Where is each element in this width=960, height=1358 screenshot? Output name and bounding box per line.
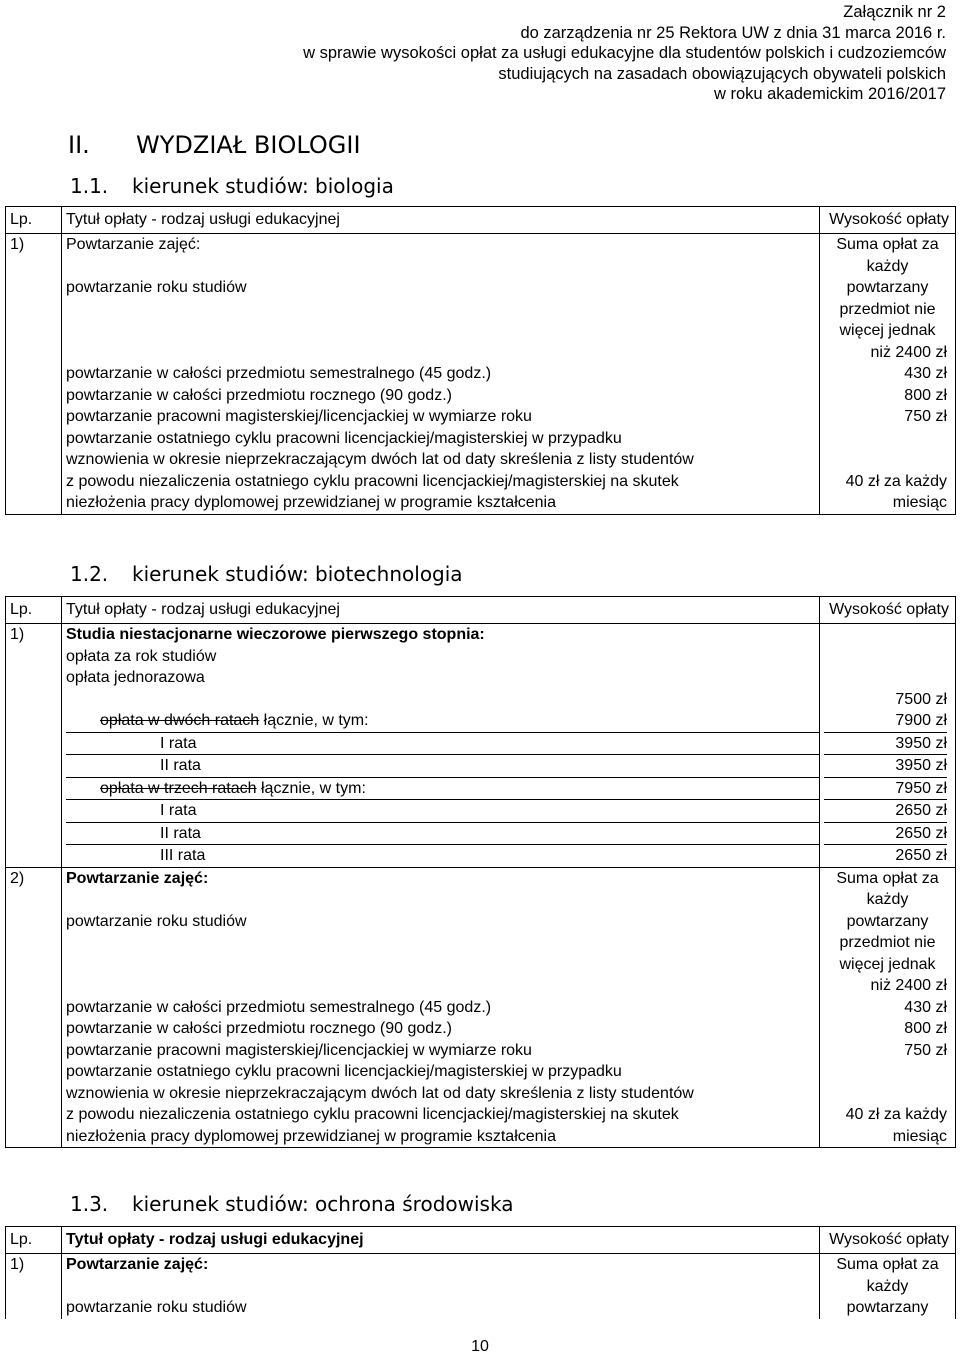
section-number: 1.1. bbox=[70, 174, 109, 198]
repeat-lab: powtarzanie pracowni magisterskiej/licencjackiej w wymiarze roku bbox=[66, 1041, 532, 1059]
three-installments-amount: 7950 zł bbox=[824, 778, 947, 801]
repeat-semester: powtarzanie w całości przedmiotu semestralnego (45 godz.) bbox=[66, 365, 492, 382]
row-amount bbox=[820, 867, 956, 1148]
row-description bbox=[62, 1254, 820, 1319]
two-installments-amount: 7900 zł bbox=[824, 710, 947, 733]
table-header-row bbox=[6, 207, 956, 234]
amount-line: więcej jednak bbox=[839, 322, 936, 339]
one-time-amount: 7500 zł bbox=[895, 690, 947, 708]
lab-amount: 750 zł bbox=[904, 408, 947, 425]
installment-amount: 2650 zł bbox=[895, 847, 947, 864]
installment: II rata bbox=[66, 823, 819, 846]
amount-line: przedmiot nie bbox=[839, 934, 936, 951]
row-description bbox=[62, 867, 820, 1148]
amount-line: każdy bbox=[866, 891, 909, 908]
repeat-year: powtarzanie roku studiów bbox=[66, 912, 247, 930]
section-number: 1.2. bbox=[70, 562, 109, 586]
two-installments bbox=[66, 710, 819, 733]
header-amount: Wysokość opłaty bbox=[820, 1227, 956, 1254]
year-fee: opłata za rok studiów bbox=[66, 647, 217, 665]
header-amount: Wysokość opłaty bbox=[820, 597, 956, 624]
last-cycle-line: niezłożenia pracy dyplomowej przewidzianej w programie kształcenia bbox=[66, 494, 557, 511]
annex-header bbox=[303, 2, 946, 105]
row-amount bbox=[820, 1254, 956, 1319]
installment: I rata bbox=[66, 800, 819, 823]
amount-line: powtarzany bbox=[846, 1299, 929, 1316]
header-title: Tytuł opłaty - rodzaj usługi edukacyjnej bbox=[62, 597, 820, 624]
header-title: Tytuł opłaty - rodzaj usługi edukacyjnej bbox=[62, 207, 820, 234]
three-installments-suffix: łącznie, w tym: bbox=[260, 779, 366, 797]
last-cycle-line: z powodu niezaliczenia ostatniego cyklu pracowni licencjackiej/magisterskiej na skutek bbox=[66, 472, 679, 490]
installment: I rata bbox=[66, 733, 819, 756]
amount-line: przedmiot nie bbox=[839, 300, 936, 318]
installment: II rata bbox=[66, 755, 819, 778]
row-amount bbox=[820, 624, 956, 868]
last-cycle-amount: miesiąc bbox=[892, 494, 947, 511]
last-cycle-amount: 40 zł za każdy bbox=[845, 472, 947, 490]
semester-amount: 430 zł bbox=[904, 998, 947, 1016]
repeat-semester: powtarzanie w całości przedmiotu semestralnego (45 godz.) bbox=[66, 998, 492, 1016]
last-cycle-line: wznowienia w okresie nieprzekraczającym dwóch lat od daty skreślenia z listy studentów bbox=[66, 1084, 694, 1102]
installment-amount: 2650 zł bbox=[824, 823, 947, 846]
header-lp: Lp. bbox=[6, 597, 62, 624]
row-lp: 2) bbox=[6, 867, 62, 1148]
fees-table-biology bbox=[5, 206, 956, 515]
department-heading bbox=[68, 131, 361, 159]
last-cycle-line: z powodu niezaliczenia ostatniego cyklu pracowni licencjackiej/magisterskiej na skutek bbox=[66, 1106, 679, 1123]
annex-title: Załącznik nr 2 bbox=[843, 3, 946, 21]
annex-regulation: do zarządzenia nr 25 Rektora UW z dnia 31 marca 2016 r. bbox=[520, 23, 946, 42]
lab-amount: 750 zł bbox=[904, 1041, 947, 1059]
amount-line: każdy bbox=[866, 257, 909, 275]
installment-amount: 3950 zł bbox=[824, 733, 947, 756]
table-row bbox=[6, 867, 956, 1148]
repeat-year: powtarzanie roku studiów bbox=[66, 1299, 247, 1316]
one-time-fee: opłata jednorazowa bbox=[66, 669, 205, 686]
three-installments bbox=[66, 778, 819, 801]
row-lp: 1) bbox=[6, 624, 62, 868]
amount-line: niż 2400 zł bbox=[870, 343, 947, 361]
table-header-row bbox=[6, 1227, 956, 1254]
amount-line: Suma opłat za bbox=[836, 1256, 939, 1273]
table-row bbox=[6, 624, 956, 868]
last-cycle-line: niezłożenia pracy dyplomowej przewidzianej w programie kształcenia bbox=[66, 1127, 557, 1145]
installment-amount: 2650 zł bbox=[824, 800, 947, 823]
repeat-year: powtarzanie roku studiów bbox=[66, 279, 247, 296]
repeat-title: Powtarzanie zajęć: bbox=[66, 236, 201, 253]
row-lp: 1) bbox=[6, 234, 62, 515]
repeat-lab: powtarzanie pracowni magisterskiej/licencjackiej w wymiarze roku bbox=[66, 408, 532, 425]
table-row bbox=[6, 234, 956, 515]
amount-line: Suma opłat za bbox=[836, 869, 939, 887]
semester-amount: 430 zł bbox=[904, 365, 947, 382]
annex-academic-year: w roku akademickim 2016/2017 bbox=[713, 85, 946, 103]
two-installments-suffix: łącznie, w tym: bbox=[263, 712, 369, 729]
row-amount bbox=[820, 234, 956, 515]
section-title: kierunek studiów: biologia bbox=[132, 174, 394, 198]
page-number: 10 bbox=[471, 1338, 489, 1355]
amount-line: każdy bbox=[866, 1277, 909, 1295]
last-cycle-line: wznowienia w okresie nieprzekraczającym dwóch lat od daty skreślenia z listy studentów bbox=[66, 451, 694, 468]
last-cycle-line: powtarzanie ostatniego cyklu pracowni licencjackiej/magisterskiej w przypadku bbox=[66, 429, 622, 447]
section-heading-environmental bbox=[70, 1192, 513, 1216]
amount-line: Suma opłat za bbox=[836, 236, 939, 253]
amount-line: więcej jednak bbox=[839, 955, 936, 973]
header-amount: Wysokość opłaty bbox=[820, 207, 956, 234]
section-number: 1.3. bbox=[70, 1192, 109, 1216]
annex-subject: w sprawie wysokości opłat za usługi edukacyjne dla studentów polskich i cudzoziemców bbox=[303, 44, 946, 62]
section-heading-biotechnology bbox=[70, 562, 463, 586]
section-heading-biology bbox=[70, 174, 394, 198]
amount-line: niż 2400 zł bbox=[870, 977, 947, 994]
annex-subject-cont: studiujących na zasadach obowiązujących obywateli polskich bbox=[498, 64, 946, 83]
row-lp: 1) bbox=[6, 1254, 62, 1319]
table-row bbox=[6, 1254, 956, 1319]
row-description bbox=[62, 624, 820, 868]
program-title: Studia niestacjonarne wieczorowe pierwszego stopnia: bbox=[66, 626, 485, 643]
three-installments-label: opłata w trzech ratach bbox=[100, 779, 257, 797]
header-lp: Lp. bbox=[6, 1227, 62, 1254]
repeat-title: Powtarzanie zajęć: bbox=[66, 869, 209, 887]
last-cycle-line: powtarzanie ostatniego cyklu pracowni licencjackiej/magisterskiej w przypadku bbox=[66, 1063, 622, 1080]
annual-amount: 800 zł bbox=[904, 386, 947, 404]
department-number: II. bbox=[68, 131, 90, 159]
fees-table-environmental bbox=[5, 1226, 956, 1319]
last-cycle-amount: miesiąc bbox=[892, 1127, 947, 1145]
header-lp: Lp. bbox=[6, 207, 62, 234]
repeat-annual: powtarzanie w całości przedmiotu rocznego (90 godz.) bbox=[66, 386, 452, 404]
row-description bbox=[62, 234, 820, 515]
amount-line: powtarzany bbox=[846, 279, 929, 296]
annual-amount: 800 zł bbox=[904, 1020, 947, 1037]
amount-line: powtarzany bbox=[846, 912, 929, 930]
header-title: Tytuł opłaty - rodzaj usługi edukacyjnej bbox=[62, 1227, 820, 1254]
installment: III rata bbox=[160, 847, 206, 864]
repeat-annual: powtarzanie w całości przedmiotu rocznego (90 godz.) bbox=[66, 1020, 452, 1037]
last-cycle-amount: 40 zł za każdy bbox=[845, 1106, 947, 1123]
installment-amount: 3950 zł bbox=[824, 755, 947, 778]
repeat-title: Powtarzanie zajęć: bbox=[66, 1256, 209, 1273]
section-title: kierunek studiów: ochrona środowiska bbox=[132, 1192, 514, 1216]
two-installments-label: opłata w dwóch ratach bbox=[100, 712, 260, 729]
table-header-row bbox=[6, 597, 956, 624]
department-title: WYDZIAŁ BIOLOGII bbox=[136, 131, 361, 159]
fees-table-biotechnology bbox=[5, 596, 956, 1148]
section-title: kierunek studiów: biotechnologia bbox=[132, 562, 463, 586]
